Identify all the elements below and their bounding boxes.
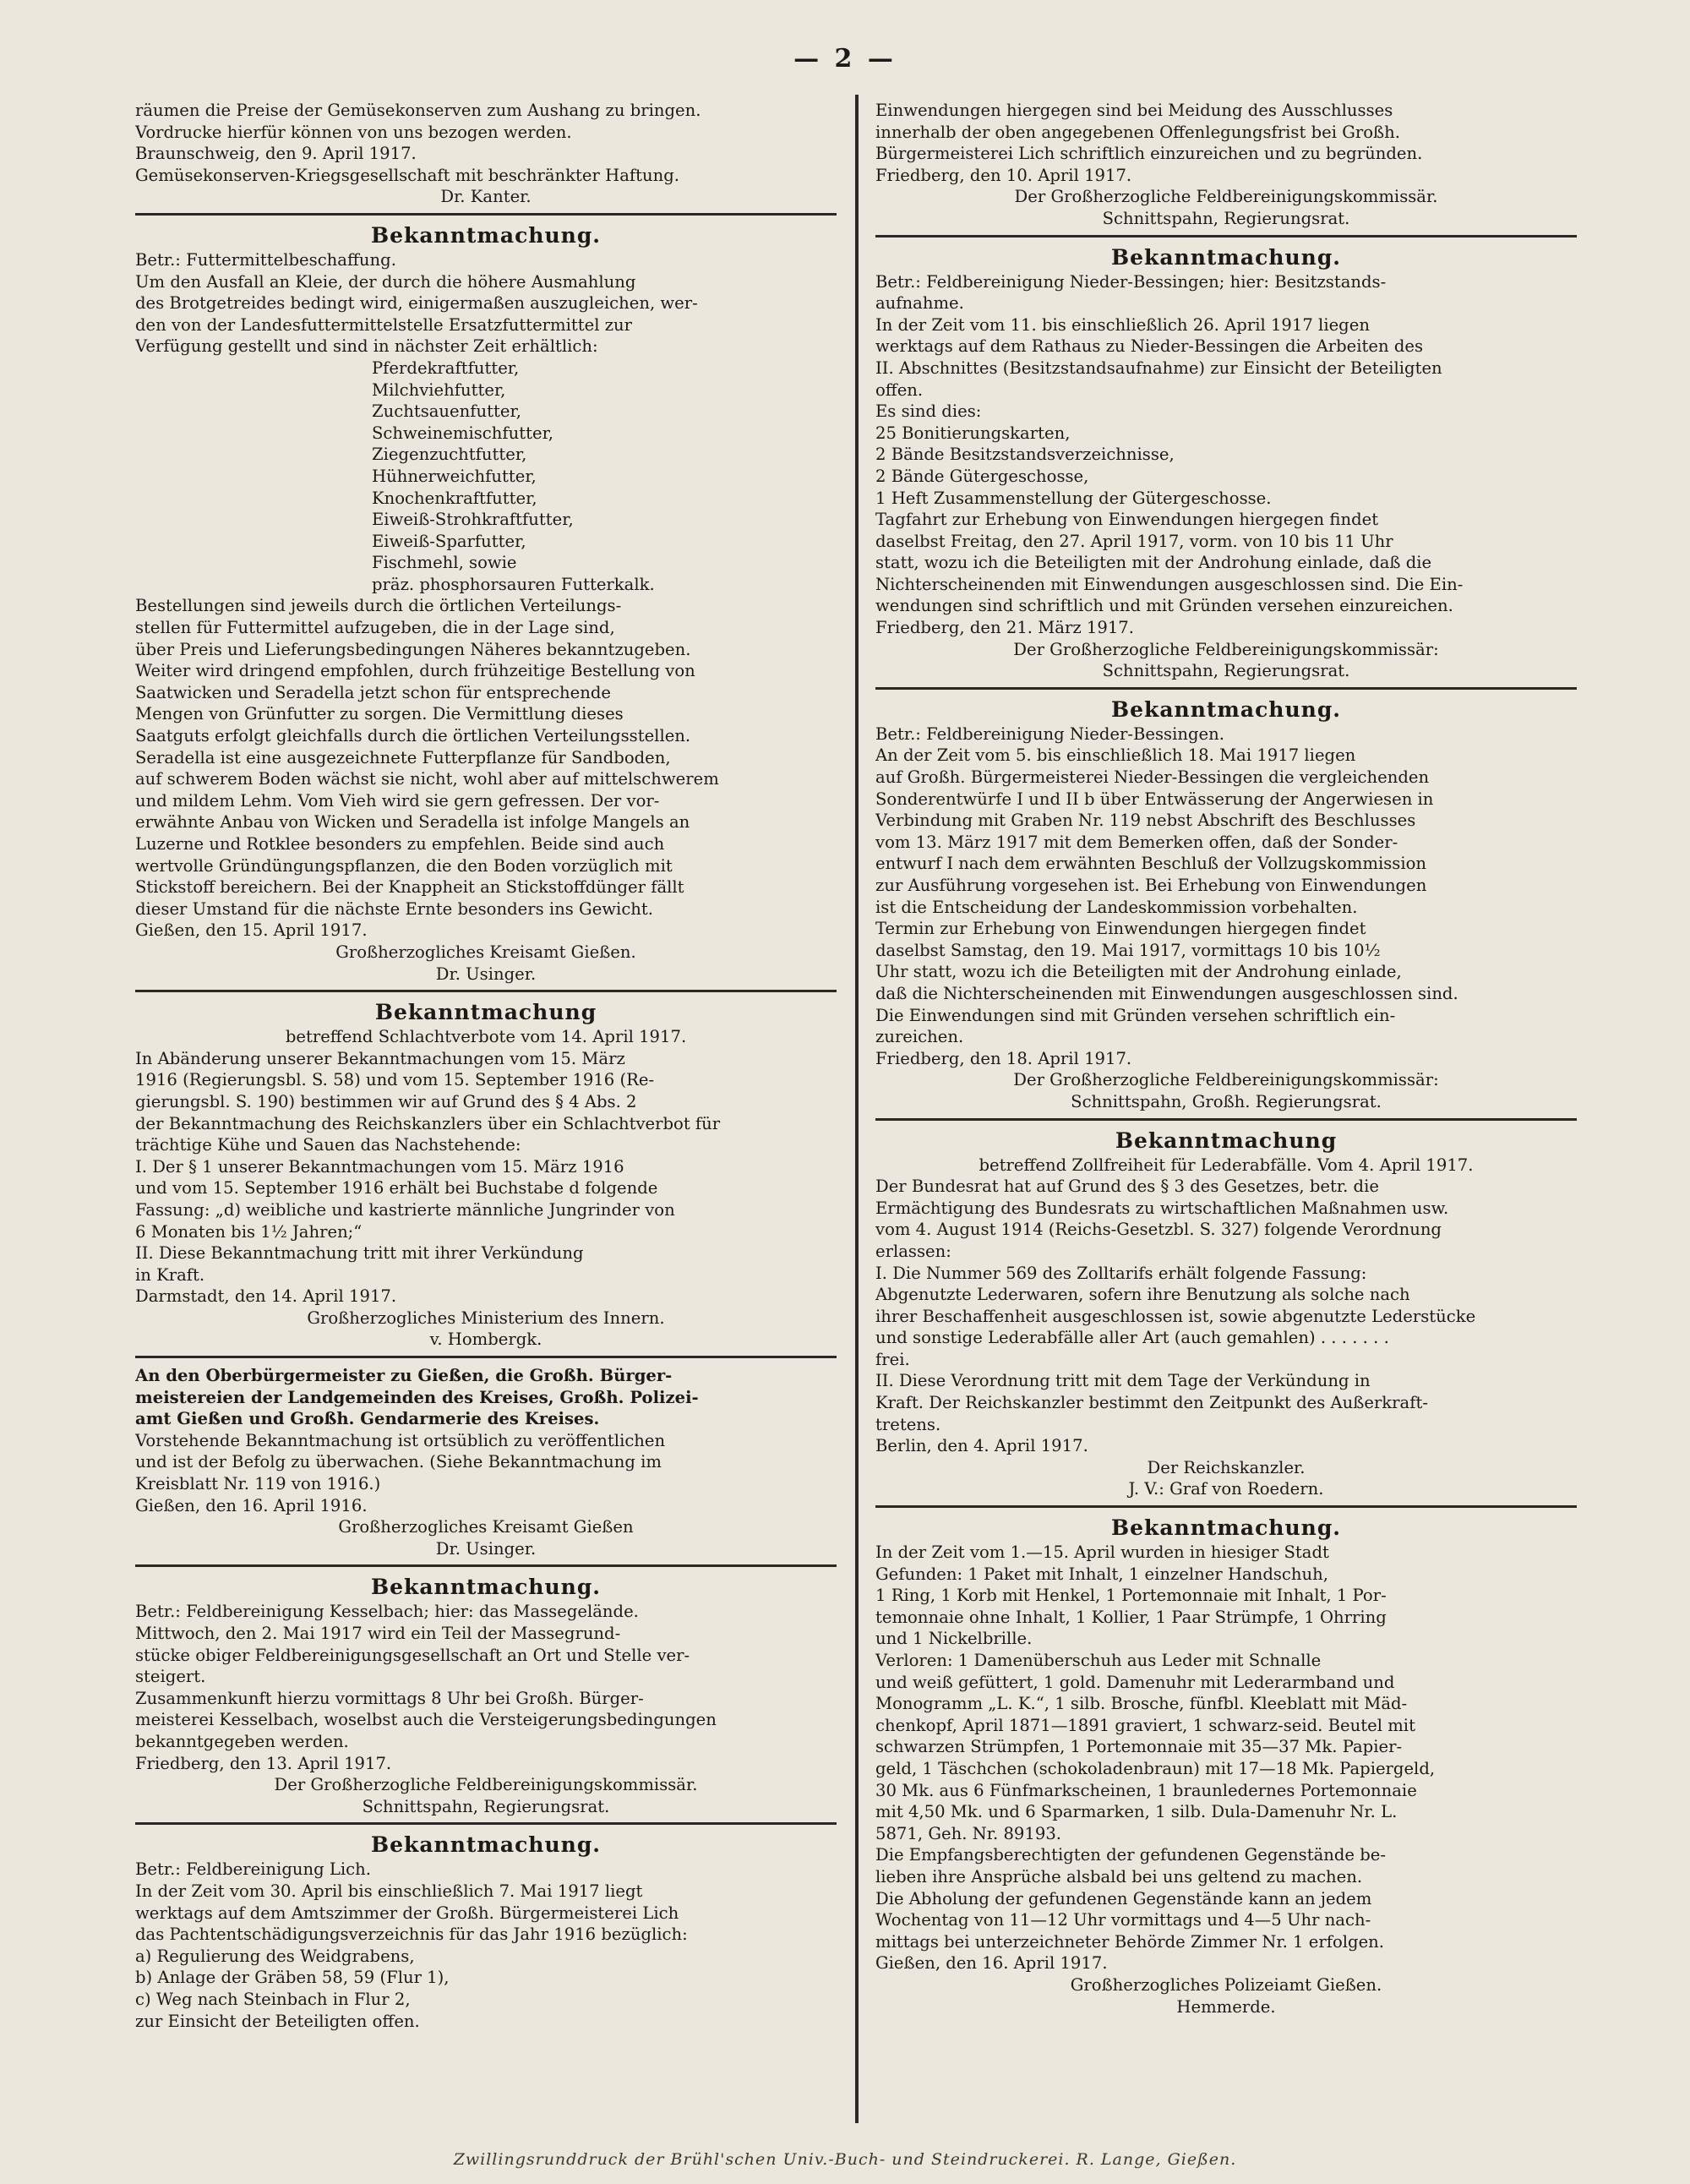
text-line: und ist der Befolg zu überwachen. (Siehe Bekanntmachung im bbox=[135, 1452, 662, 1472]
notice-heading: Bekanntmachung. bbox=[1110, 244, 1342, 270]
text-line: Monogramm „L. K.“, 1 silb. Brosche, fünfbl. Kleeblatt mit Mäd- bbox=[875, 1694, 1408, 1714]
section-rule bbox=[875, 1118, 1577, 1121]
notice-signature-line: Schnittspahn, Regierungsrat. bbox=[1102, 208, 1350, 228]
text-line: gierungsbl. S. 190) bestimmen wir auf Grund des § 4 Abs. 2 bbox=[135, 1091, 637, 1111]
text-line: Uhr statt, wozu ich die Beteiligten mit der Androhung einlade, bbox=[875, 962, 1402, 982]
text-line: 6 Monaten bis 1½ Jahren;“ bbox=[135, 1221, 363, 1242]
notice-signature-line: Schnittspahn, Großh. Regierungsrat. bbox=[1071, 1091, 1382, 1111]
notice-heading: Bekanntmachung. bbox=[370, 1575, 602, 1600]
page-number: — 2 — bbox=[793, 44, 897, 74]
text-line: und vom 15. September 1916 erhält bei Buchstabe d folgende bbox=[135, 1178, 658, 1198]
right-column bbox=[875, 100, 1577, 2128]
text-line: Um den Ausfall an Kleie, der durch die höhere Ausmahlung bbox=[135, 271, 636, 292]
text-line: meistereien der Landgemeinden des Kreises, Großh. Polizei- bbox=[135, 1387, 699, 1407]
text-line: a) Regulierung des Weidgrabens, bbox=[135, 1946, 415, 1966]
text-line: I. Der § 1 unserer Bekanntmachungen vom 15. März 1916 bbox=[135, 1156, 624, 1177]
notice-signature-line: Großherzogliches Polizeiamt Gießen. bbox=[1070, 1974, 1382, 1995]
text-line: auf Großh. Bürgermeisterei Nieder-Bessingen die vergleichenden bbox=[875, 767, 1430, 788]
text-line: An der Zeit vom 5. bis einschließlich 18. Mai 1917 liegen bbox=[875, 745, 1356, 766]
notice-heading: Bekanntmachung. bbox=[370, 222, 602, 248]
text-line: Gemüsekonserven-Kriegsgesellschaft mit beschränkter Haftung. bbox=[135, 165, 680, 185]
text-line: Bürgermeisterei Lich schriftlich einzureichen und zu begründen. bbox=[875, 144, 1423, 164]
text-line: Termin zur Erhebung von Einwendungen hiergegen findet bbox=[875, 919, 1366, 939]
text-line: räumen die Preise der Gemüsekonserven zum Aushang zu bringen. bbox=[135, 101, 701, 120]
text-line: Mittwoch, den 2. Mai 1917 wird ein Teil der Massegrund- bbox=[135, 1624, 621, 1643]
text-line: c) Weg nach Steinbach in Flur 2, bbox=[135, 1989, 411, 2009]
section-rule bbox=[135, 1356, 837, 1358]
text-line: wendungen sind schriftlich und mit Gründen versehen einzureichen. bbox=[875, 596, 1453, 616]
text-line: 25 Bonitierungskarten, bbox=[875, 423, 1071, 443]
section-rule bbox=[875, 235, 1577, 238]
text-line: Kreisblatt Nr. 119 von 1916.) bbox=[135, 1474, 381, 1494]
text-line: An den Oberbürgermeister zu Gießen, die Großh. Bürger- bbox=[135, 1366, 673, 1386]
text-line: und sonstige Lederabfälle aller Art (auch gemahlen) . . . . . . . bbox=[875, 1328, 1389, 1348]
text-line: der Bekanntmachung des Reichskanzlers über ein Schlachtverbot für bbox=[135, 1113, 721, 1133]
text-line: Verbindung mit Graben Nr. 119 nebst Abschrift des Beschlusses bbox=[875, 811, 1416, 831]
section-rule bbox=[135, 1822, 837, 1825]
text-line: steigert. bbox=[135, 1667, 206, 1687]
text-line: Gießen, den 16. April 1917. bbox=[875, 1953, 1108, 1974]
text-line: des Brotgetreides bedingt wird, einigermaßen auszugleichen, wer- bbox=[135, 293, 698, 314]
text-line: Knochenkraftfutter, bbox=[372, 488, 537, 508]
text-line: 1 Ring, 1 Korb mit Henkel, 1 Portemonnaie mit Inhalt, 1 Por- bbox=[875, 1586, 1387, 1606]
text-line: Gießen, den 15. April 1917. bbox=[135, 920, 368, 941]
text-line: statt, wozu ich die Beteiligten mit der Androhung einlade, daß die bbox=[875, 553, 1432, 573]
text-line: werktags auf dem Rathaus zu Nieder-Bessingen die Arbeiten des bbox=[875, 336, 1424, 357]
text-line: Saatwicken und Seradella jetzt schon für entsprechende bbox=[135, 682, 611, 702]
text-line: Gießen, den 16. April 1916. bbox=[135, 1495, 368, 1515]
notice-signature-line: Dr. Usinger. bbox=[435, 1538, 537, 1559]
text-line: Ermächtigung des Bundesrats zu wirtschaftlichen Maßnahmen usw. bbox=[875, 1198, 1449, 1218]
text-line: Saatguts erfolgt gleichfalls durch die örtlichen Verteilungsstellen. bbox=[135, 726, 691, 746]
text-line: daselbst Freitag, den 27. April 1917, vorm. von 10 bis 11 Uhr bbox=[875, 531, 1393, 551]
text-line: In Abänderung unserer Bekanntmachungen vom 15. März bbox=[135, 1048, 625, 1068]
text-line: Pferdekraftfutter, bbox=[372, 358, 520, 378]
text-line: Mengen von Grünfutter zu sorgen. Die Vermittlung dieses bbox=[135, 704, 624, 724]
text-line: in Kraft. bbox=[135, 1264, 205, 1285]
text-line: Abgenutzte Lederwaren, sofern ihre Benutzung als solche nach bbox=[875, 1285, 1410, 1305]
notice-signature-line: Dr. Usinger. bbox=[435, 964, 537, 984]
text-line: erlassen: bbox=[875, 1241, 951, 1261]
text-line: Es sind dies: bbox=[875, 401, 982, 422]
text-line: mittags bei unterzeichneter Behörde Zimmer Nr. 1 erfolgen. bbox=[875, 1931, 1385, 1952]
text-line: Braunschweig, den 9. April 1917. bbox=[135, 144, 417, 164]
text-line: frei. bbox=[875, 1349, 910, 1369]
text-line: Die Empfangsberechtigten der gefundenen Gegenstände be- bbox=[875, 1845, 1386, 1865]
text-line: Wochentag von 11—12 Uhr vormittags und 4—5 Uhr nach- bbox=[875, 1910, 1371, 1930]
text-line: vom 13. März 1917 mit dem Bemerken offen, daß der Sonder- bbox=[875, 832, 1398, 852]
notice-heading: Bekanntmachung bbox=[1115, 1127, 1338, 1153]
text-line: Verloren: 1 Damenüberschuh aus Leder mit Schnalle bbox=[875, 1651, 1322, 1670]
text-line: innerhalb der oben angegebenen Offenlegungsfrist bei Großh. bbox=[875, 122, 1400, 142]
text-line: ihrer Beschaffenheit ausgeschlossen ist, sowie abgenutzte Lederstücke bbox=[875, 1306, 1476, 1326]
text-line: das Pachtentschädigungsverzeichnis für das Jahr 1916 bezüglich: bbox=[135, 1925, 688, 1945]
text-line: Gefunden: 1 Paket mit Inhalt, 1 einzelner Handschuh, bbox=[875, 1564, 1328, 1584]
notice-signature-line: betreffend Zollfreiheit für Lederabfälle. Vom 4. April 1917. bbox=[979, 1155, 1474, 1175]
text-line: Berlin, den 4. April 1917. bbox=[875, 1436, 1088, 1456]
notice-signature-line: Der Großherzogliche Feldbereinigungskommissär: bbox=[1013, 1070, 1439, 1090]
text-line: Betr.: Feldbereinigung Kesselbach; hier: das Massegelände. bbox=[135, 1602, 639, 1622]
text-line: Vorstehende Bekanntmachung ist ortsüblich zu veröffentlichen bbox=[135, 1430, 666, 1450]
notice-signature-line: Der Reichskanzler. bbox=[1147, 1457, 1306, 1477]
section-rule bbox=[135, 213, 837, 216]
text-line: zureichen. bbox=[875, 1027, 964, 1047]
left-column bbox=[135, 100, 837, 2128]
text-line: Eiweiß-Sparfutter, bbox=[372, 531, 526, 551]
text-line: daß die Nichterscheinenden mit Einwendungen ausgeschlossen sind. bbox=[875, 983, 1458, 1003]
notice-signature-line: Schnittspahn, Regierungsrat. bbox=[1102, 661, 1350, 681]
column-divider bbox=[855, 95, 859, 2123]
text-line: Ziegenzuchtfutter, bbox=[372, 445, 527, 465]
text-line: den von der Landesfuttermittelstelle Ersatzfuttermittel zur bbox=[135, 314, 633, 335]
text-line: Bestellungen sind jeweils durch die örtlichen Verteilungs- bbox=[135, 596, 622, 616]
text-line: schwarzen Strümpfen, 1 Portemonnaie mit 35—37 Mk. Papier- bbox=[875, 1737, 1403, 1757]
text-line: mit 4,50 Mk. und 6 Sparmarken, 1 silb. Dula-Damenuhr Nr. L. bbox=[875, 1802, 1398, 1822]
notice-heading: Bekanntmachung. bbox=[1110, 696, 1342, 722]
text-line: daselbst Samstag, den 19. Mai 1917, vormittags 10 bis 10½ bbox=[875, 940, 1381, 960]
text-line: Weiter wird dringend empfohlen, durch frühzeitige Bestellung von bbox=[135, 661, 695, 681]
text-line: 1 Heft Zusammenstellung der Gütergeschosse. bbox=[875, 488, 1272, 508]
text-line: Luzerne und Rotklee besonders zu empfehlen. Beide sind auch bbox=[135, 834, 665, 854]
notice-signature-line: Dr. Kanter. bbox=[440, 187, 532, 207]
text-line: chenkopf, April 1871—1891 graviert, 1 schwarz-seid. Beutel mit bbox=[875, 1715, 1415, 1735]
text-line: Seradella ist eine ausgezeichnete Futterpflanze für Sandboden, bbox=[135, 747, 671, 767]
text-line: Sonderentwürfe I und II b über Entwässerung der Angerwiesen in bbox=[875, 789, 1434, 809]
text-line: In der Zeit vom 1.—15. April wurden in hiesiger Stadt bbox=[875, 1542, 1329, 1563]
notice-signature-line: J. V.: Graf von Roedern. bbox=[1128, 1479, 1324, 1499]
text-line: Der Bundesrat hat auf Grund des § 3 des Gesetzes, betr. die bbox=[875, 1177, 1379, 1197]
notice-signature-line: Großherzogliches Ministerium des Innern. bbox=[307, 1308, 665, 1328]
text-line: Die Abholung der gefundenen Gegenstände kann an jedem bbox=[875, 1888, 1372, 1908]
text-line: Eiweiß-Strohkraftfutter, bbox=[372, 510, 574, 530]
text-line: trächtige Kühe und Sauen das Nachstehende: bbox=[135, 1135, 521, 1155]
text-line: Betr.: Feldbereinigung Nieder-Bessingen; hier: Besitzstands- bbox=[875, 271, 1387, 292]
text-line: Stickstoff bereichern. Bei der Knappheit an Stickstoffdünger fällt bbox=[135, 877, 684, 898]
text-line: II. Abschnittes (Besitzstandsaufnahme) zur Einsicht der Beteiligten bbox=[875, 358, 1442, 378]
text-line: amt Gießen und Großh. Gendarmerie des Kreises. bbox=[135, 1409, 600, 1429]
notice-signature-line: Großherzogliches Kreisamt Gießen bbox=[338, 1517, 634, 1537]
section-rule bbox=[875, 1505, 1577, 1508]
text-line: Fischmehl, sowie bbox=[372, 553, 517, 573]
notice-signature-line: v. Hombergk. bbox=[429, 1330, 542, 1350]
notice-signature-line: Großherzogliches Kreisamt Gießen. bbox=[335, 942, 636, 962]
text-line: und 1 Nickelbrille. bbox=[875, 1629, 1033, 1649]
text-line: stücke obiger Feldbereinigungsgesellschaft an Ort und Stelle ver- bbox=[135, 1645, 690, 1665]
notice-heading: Bekanntmachung. bbox=[1110, 1515, 1342, 1541]
text-line: zur Ausführung vorgesehen ist. Bei Erhebung von Einwendungen bbox=[875, 876, 1427, 895]
text-line: bekanntgegeben werden. bbox=[135, 1731, 349, 1751]
text-line: Die Einwendungen sind mit Gründen versehen schriftlich ein- bbox=[875, 1005, 1396, 1025]
text-line: 30 Mk. aus 6 Fünfmarkscheinen, 1 braunledernes Portemonnaie bbox=[875, 1780, 1417, 1800]
text-line: II. Diese Bekanntmachung tritt mit ihrer Verkündung bbox=[135, 1243, 584, 1264]
text-line: Friedberg, den 21. März 1917. bbox=[875, 618, 1134, 638]
text-line: Darmstadt, den 14. April 1917. bbox=[135, 1286, 397, 1307]
text-line: Friedberg, den 18. April 1917. bbox=[875, 1048, 1132, 1068]
text-line: 1916 (Regierungsbl. S. 58) und vom 15. September 1916 (Re- bbox=[135, 1070, 655, 1090]
text-line: vom 4. August 1914 (Reichs-Gesetzbl. S. 327) folgende Verordnung bbox=[875, 1220, 1442, 1240]
text-line: wertvolle Gründüngungspflanzen, die den Boden vorzüglich mit bbox=[135, 855, 673, 876]
notice-signature-line: betreffend Schlachtverbote vom 14. April 1917. bbox=[285, 1027, 687, 1047]
text-line: erwähnte Anbau von Wicken und Seradella ist infolge Mangels an bbox=[135, 812, 690, 833]
text-line: lieben ihre Ansprüche alsbald bei uns geltend zu machen. bbox=[875, 1866, 1363, 1886]
text-line: präz. phosphorsauren Futterkalk. bbox=[372, 574, 655, 594]
text-line: Verfügung gestellt und sind in nächster Zeit erhältlich: bbox=[135, 336, 598, 357]
text-line: 5871, Geh. Nr. 89193. bbox=[875, 1823, 1062, 1843]
text-line: stellen für Futtermittel aufzugeben, die in der Lage sind, bbox=[135, 618, 615, 638]
text-line: über Preis und Lieferungsbedingungen Näheres bekanntzugeben. bbox=[135, 639, 691, 659]
text-line: auf schwerem Boden wächst sie nicht, wohl aber auf mittelschwerem bbox=[135, 769, 719, 789]
text-line: geld, 1 Täschchen (schokoladenbraun) mit 17—18 Mk. Papiergeld, bbox=[875, 1758, 1436, 1778]
text-line: Vordrucke hierfür können von uns bezogen werden. bbox=[135, 122, 572, 142]
notice-signature-line: Der Großherzogliche Feldbereinigungskommissär. bbox=[1014, 187, 1438, 207]
text-line: b) Anlage der Gräben 58, 59 (Flur 1), bbox=[135, 1968, 450, 1988]
section-rule bbox=[135, 990, 837, 992]
text-line: temonnaie ohne Inhalt, 1 Kollier, 1 Paar Strümpfe, 1 Ohrring bbox=[875, 1607, 1387, 1627]
notice-signature-line: Schnittspahn, Regierungsrat. bbox=[362, 1796, 610, 1816]
text-line: Zuchtsauenfutter, bbox=[372, 401, 521, 422]
notice-heading: Bekanntmachung. bbox=[370, 1832, 602, 1858]
text-line: In der Zeit vom 30. April bis einschließlich 7. Mai 1917 liegt bbox=[135, 1881, 643, 1901]
text-line: dieser Umstand für die nächste Ernte besonders ins Gewicht. bbox=[135, 898, 654, 919]
text-line: meisterei Kesselbach, woselbst auch die Versteigerungsbedingungen bbox=[135, 1710, 717, 1730]
text-line: entwurf I nach dem erwähnten Beschluß der Vollzugskommission bbox=[875, 854, 1427, 874]
text-line: Hühnerweichfutter, bbox=[372, 466, 537, 486]
text-line: Nichterscheinenden mit Einwendungen ausgeschlossen sind. Die Ein- bbox=[875, 574, 1464, 594]
text-line: In der Zeit vom 11. bis einschließlich 26. April 1917 liegen bbox=[875, 314, 1370, 335]
text-line: aufnahme. bbox=[875, 293, 964, 314]
section-rule bbox=[135, 1564, 837, 1567]
text-line: II. Diese Verordnung tritt mit dem Tage der Verkündung in bbox=[875, 1371, 1371, 1391]
text-line: Betr.: Futtermittelbeschaffung. bbox=[135, 249, 396, 270]
text-line: tretens. bbox=[875, 1414, 941, 1434]
text-line: und weiß gefüttert, 1 gold. Damenuhr mit Lederarmband und bbox=[875, 1672, 1395, 1692]
notice-signature-line: Hemmerde. bbox=[1176, 1996, 1276, 2017]
section-rule bbox=[875, 687, 1577, 690]
text-line: offen. bbox=[875, 379, 924, 400]
text-line: ist die Entscheidung der Landeskommission vorbehalten. bbox=[875, 897, 1358, 917]
text-line: Schweinemischfutter, bbox=[372, 423, 554, 443]
text-line: Milchviehfutter, bbox=[372, 379, 506, 400]
text-line: 2 Bände Besitzstandsverzeichnisse, bbox=[875, 445, 1175, 465]
text-line: Fassung: „d) weibliche und kastrierte männliche Jungrinder von bbox=[135, 1199, 675, 1220]
text-line: und mildem Lehm. Vom Vieh wird sie gern gefressen. Der vor- bbox=[135, 790, 660, 811]
printer-imprint: Zwillingsrunddruck der Brühl'schen Univ.-Buch- und Steindruckerei. R. Lange, Gießen. bbox=[453, 2150, 1237, 2169]
text-line: Kraft. Der Reichskanzler bestimmt den Zeitpunkt des Außerkraft- bbox=[875, 1393, 1428, 1413]
text-line: Zusammenkunft hierzu vormittags 8 Uhr bei Großh. Bürger- bbox=[135, 1688, 644, 1708]
text-line: Tagfahrt zur Erhebung von Einwendungen hiergegen findet bbox=[875, 510, 1379, 530]
text-line: 2 Bände Gütergeschosse, bbox=[875, 466, 1089, 486]
text-line: Betr.: Feldbereinigung Nieder-Bessingen. bbox=[875, 723, 1224, 744]
text-line: Einwendungen hiergegen sind bei Meidung des Ausschlusses bbox=[875, 101, 1393, 120]
text-line: werktags auf dem Amtszimmer der Großh. Bürgermeisterei Lich bbox=[135, 1903, 679, 1923]
text-line: Friedberg, den 13. April 1917. bbox=[135, 1753, 392, 1773]
text-line: I. Die Nummer 569 des Zolltarifs erhält folgende Fassung: bbox=[875, 1263, 1367, 1283]
text-line: Friedberg, den 10. April 1917. bbox=[875, 165, 1132, 185]
text-line: zur Einsicht der Beteiligten offen. bbox=[135, 2011, 420, 2031]
notice-heading: Bekanntmachung bbox=[374, 1000, 597, 1025]
text-line: Betr.: Feldbereinigung Lich. bbox=[135, 1859, 371, 1880]
notice-signature-line: Der Großherzogliche Feldbereinigungskommissär: bbox=[1013, 639, 1439, 659]
notice-signature-line: Der Großherzogliche Feldbereinigungskommissär. bbox=[274, 1775, 698, 1795]
